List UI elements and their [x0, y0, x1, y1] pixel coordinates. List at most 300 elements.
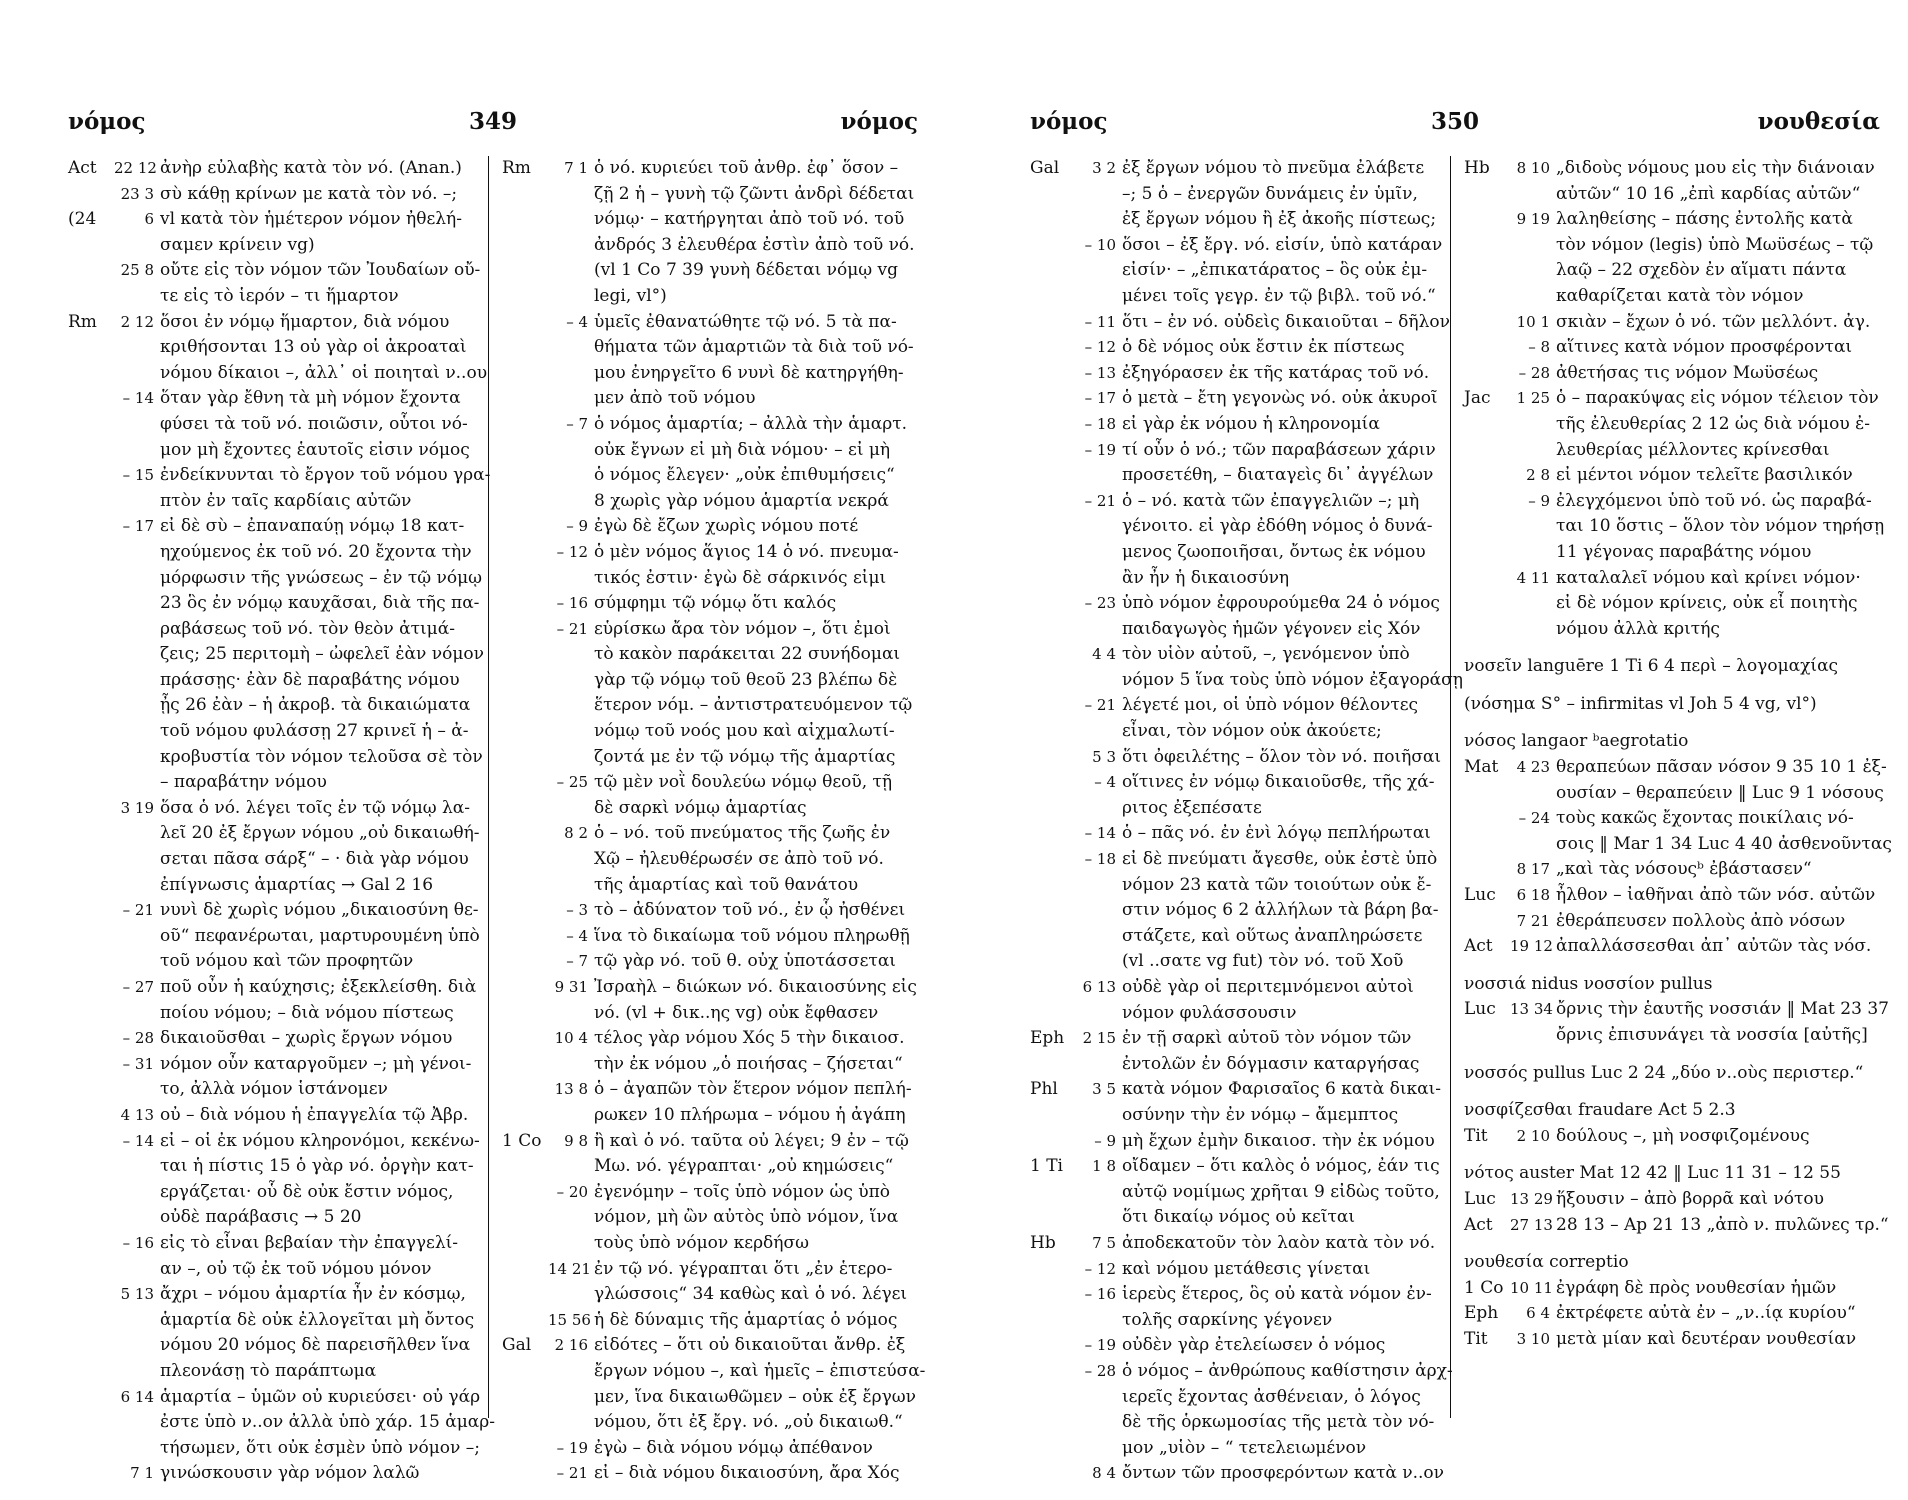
text-line	[68, 796, 483, 822]
text-line	[502, 182, 917, 208]
text-line	[502, 668, 917, 694]
text-line	[1464, 934, 1879, 960]
book-abbrev: Rm	[502, 158, 531, 178]
text-line	[502, 745, 917, 771]
text-line	[1030, 233, 1445, 259]
citation-text: ὁ – πᾶς νό. ἐν ἑνὶ λόγῳ πεπλήρωται	[1122, 823, 1431, 844]
citation-text: δικαιοῦσθαι – χωρὶς ἔργων νόμου	[160, 1028, 453, 1049]
citation-text: φύσει τὰ τοῦ νό. ποιῶσιν, οὗτοι νό-	[160, 413, 468, 434]
text-line	[1030, 1385, 1445, 1411]
citation-text: προσετέθη, – διαταγεὶς δι᾽ ἀγγέλων	[1122, 465, 1434, 486]
text-line	[1464, 463, 1879, 489]
citation-text: ἥξουσιν – ἀπὸ βορρᾶ καὶ νότου	[1556, 1188, 1824, 1209]
citation-text: τῆς ἐλευθερίας 2 12 ὡς διὰ νόμου ἐ-	[1556, 413, 1870, 434]
citation-text: εἰς τὸ εἶναι βεβαίαν τὴν ἐπαγγελί-	[160, 1232, 459, 1253]
citation-text: τικός ἐστιν· ἐγὼ δὲ σάρκινός εἰμι	[594, 567, 887, 588]
text-line	[68, 1282, 483, 1308]
text-line	[502, 719, 917, 745]
citation-text: πλεονάσῃ τὸ παράπτωμα	[160, 1360, 377, 1381]
citation-text: ὁ μὲν νόμος ἅγιος 14 ὁ νό. πνευμα-	[594, 541, 899, 562]
text-line	[1464, 781, 1884, 807]
verse-ref: – 21	[556, 619, 588, 638]
book-abbrev: Hb	[1030, 1232, 1056, 1253]
column-1	[68, 156, 496, 1484]
text-line	[1030, 386, 1445, 412]
citation-text: τοῦ νόμου φυλάσσῃ 27 κρινεῖ ἡ – ἀ-	[160, 721, 469, 742]
lemma-line	[1464, 1098, 1879, 1124]
citation-text: ὅτι – ἐν νό. οὐδεὶς δικαιοῦται – δῆλον	[1122, 311, 1450, 332]
citation-text: νόμου δίκαιοι –, ἀλλ᾽ οἱ ποιηταὶ ν..ου	[160, 362, 488, 383]
text-line	[502, 1308, 917, 1334]
entry-gap	[1464, 642, 1879, 654]
verse-ref: 14 21	[548, 1259, 591, 1278]
text-line	[68, 1026, 483, 1052]
text-line	[502, 1231, 917, 1257]
citation-text: λαληθείσης – πάσης ἐντολῆς κατὰ	[1556, 209, 1853, 230]
verse-ref: – 9	[1528, 491, 1550, 510]
citation-text: δούλους –, μὴ νοσφιζομένους	[1556, 1125, 1810, 1146]
citation-text: ὁ – νό. κατὰ τῶν ἐπαγγελιῶν –; μὴ	[1122, 490, 1420, 511]
entry-gap	[1464, 717, 1879, 729]
citation-text: τέλος γὰρ νόμου Χός 5 τὴν δικαιοσ.	[594, 1028, 905, 1049]
right-page	[1030, 108, 1892, 1484]
text-line	[502, 566, 917, 592]
citation-text: μου ἐνηργεῖτο 6 νυνὶ δὲ κατηργήθη-	[594, 362, 904, 383]
citation-text: ἐν τῇ σαρκὶ αὐτοῦ τὸν νόμον τῶν	[1122, 1028, 1412, 1049]
text-line	[502, 847, 917, 873]
verse-ref: 6	[144, 210, 154, 229]
text-line	[1030, 1257, 1445, 1283]
text-line	[502, 1077, 917, 1103]
text-line	[502, 1205, 917, 1231]
citation-text: οὐδὲ γὰρ οἱ περιτεμνόμενοι αὐτοὶ	[1122, 977, 1414, 997]
citation-text: γένοιτο. εἰ γὰρ ἐδόθη νόμος ὁ δυνά-	[1122, 516, 1433, 537]
lemma-line	[1464, 1061, 1879, 1087]
text-line	[1464, 361, 1879, 387]
citation-text: ποίου νόμου; – διὰ νόμου πίστεως	[160, 1002, 454, 1023]
verse-ref: 3 10	[1516, 1329, 1550, 1348]
text-line	[502, 642, 917, 668]
citation-text: τὸ – ἀδύνατον τοῦ νό., ἐν ᾧ ἠσθένει	[594, 900, 906, 921]
book-abbrev: Hb	[1464, 158, 1490, 178]
citation-text: ὁ – νό. τοῦ πνεύματος τῆς ζωῆς ἐν	[594, 823, 891, 844]
text-line	[1030, 207, 1445, 233]
verse-ref: 7 5	[1092, 1233, 1116, 1252]
text-line	[502, 1359, 926, 1385]
verse-ref: – 14	[122, 389, 154, 408]
citation-text: τῆς ἁμαρτίας καὶ τοῦ θανάτου	[594, 874, 859, 895]
text-line	[1030, 182, 1445, 208]
lemma-entry: νοσσός pullus Luc 2 24 „δύο ν..οὺς περιστερ.“	[1464, 1062, 1864, 1083]
text-line	[68, 1461, 483, 1487]
text-line	[502, 770, 917, 796]
citation-text: ὁ – ἀγαπῶν τὸν ἕτερον νόμον πεπλή-	[594, 1079, 912, 1100]
citation-text: ὁ νόμος – ἀνθρώπους καθίστησιν ἀρχ-	[1122, 1360, 1453, 1381]
text-line	[1030, 1052, 1445, 1078]
verse-ref: 6 18	[1516, 886, 1550, 905]
text-line	[1464, 182, 1879, 208]
text-line	[1030, 796, 1445, 822]
verse-ref: 5 3	[1092, 747, 1116, 766]
verse-ref: 25 8	[120, 261, 154, 280]
verse-ref: – 17	[122, 517, 154, 536]
citation-text: ὅσοι – ἐξ ἔργ. νό. εἰσίν, ὑπὸ κατάραν	[1122, 234, 1443, 255]
entry-gap	[1464, 680, 1879, 692]
citation-text: κριθήσονται 13 οὐ γὰρ οἱ ἀκροαταὶ	[160, 337, 467, 358]
text-line	[1030, 1333, 1445, 1359]
text-line	[68, 1436, 483, 1462]
text-line	[502, 438, 917, 464]
citation-text: σὺ κάθῃ κρίνων με κατὰ τὸν νό. –;	[160, 183, 458, 204]
citation-text: ἐγράφη δὲ πρὸς νουθεσίαν ἡμῶν	[1556, 1277, 1837, 1298]
citation-text: τῷ μὲν νοῒ δουλεύω νόμῳ θεοῦ, τῇ	[594, 772, 893, 793]
verse-ref: – 12	[556, 542, 588, 561]
text-line	[68, 924, 483, 950]
column-2	[1464, 156, 1892, 1426]
text-line	[502, 258, 917, 284]
citation-text: ἔργων νόμου –, καὶ ἡμεῖς – ἐπιστεύσα-	[594, 1360, 926, 1381]
text-line	[68, 873, 483, 899]
text-line	[502, 796, 917, 822]
verse-ref: – 11	[1084, 312, 1116, 331]
text-line	[68, 591, 483, 617]
citation-text: ἀθετήσας τις νόμον Μωϋσέως	[1556, 362, 1819, 383]
text-line	[1030, 412, 1445, 438]
citation-text: τοὺς ὑπὸ νόμον κερδήσω	[594, 1232, 809, 1253]
citation-text: ποῦ οὖν ἡ καύχησις; ἐξεκλείσθη. διὰ	[160, 977, 477, 997]
text-line	[68, 1205, 483, 1231]
verse-ref: – 14	[1084, 824, 1116, 843]
verse-ref: 8 17	[1516, 860, 1550, 879]
text-line	[502, 1026, 917, 1052]
verse-ref: 10 11	[1510, 1278, 1553, 1297]
entry-gap	[1464, 960, 1879, 972]
citation-text: ἐγὼ – διὰ νόμου νόμῳ ἀπέθανον	[594, 1437, 873, 1458]
citation-text: νυνὶ δὲ χωρὶς νόμου „δικαιοσύνη θε-	[160, 900, 479, 921]
text-line	[502, 821, 917, 847]
citation-text: κατὰ νόμον Φαρισαῖος 6 κατὰ δικαι-	[1122, 1079, 1441, 1100]
book-abbrev: 1 Co	[502, 1130, 542, 1151]
book-abbrev: Phl	[1030, 1079, 1058, 1100]
text-line	[68, 233, 483, 259]
citation-text: κροβυστία τὸν νόμον τελοῦσα σὲ τὸν	[160, 746, 483, 767]
text-line	[68, 1333, 483, 1359]
citation-text: (vl 1 Co 7 39 γυνὴ δέδεται νόμῳ vg	[594, 260, 899, 281]
text-line	[68, 438, 483, 464]
text-line	[1030, 1077, 1445, 1103]
citation-text: θήματα τῶν ἁμαρτιῶν τὰ διὰ τοῦ νό-	[594, 337, 914, 358]
text-line	[1030, 719, 1445, 745]
citation-text: πτὸν ἐν ταῖς καρδίαις αὐτῶν	[160, 490, 412, 511]
verse-ref: 7 21	[1516, 911, 1550, 930]
citation-text: οὐδὲ παράβασις → 5 20	[160, 1207, 362, 1228]
text-line	[1030, 1129, 1445, 1155]
verse-ref: – 9	[1094, 1131, 1116, 1150]
text-line	[1464, 617, 1879, 643]
text-line	[502, 361, 917, 387]
citation-text: ται 10 ὅστις – ὅλον τὸν νόμον τηρήσῃ	[1556, 516, 1885, 537]
text-line	[502, 1385, 917, 1411]
text-line	[1464, 883, 1879, 909]
citation-text: εἰ – οἱ ἐκ νόμου κληρονόμοι, κεκένω-	[160, 1130, 480, 1151]
text-line	[1464, 997, 1889, 1023]
verse-ref: – 12	[1084, 338, 1116, 357]
citation-text: τὴν ἐκ νόμου „ὁ ποιήσας – ζήσεται“	[594, 1053, 903, 1074]
citation-text: εἰ – διὰ νόμου δικαιοσύνη, ἄρα Χός	[594, 1463, 900, 1484]
text-line	[1464, 335, 1879, 361]
citation-text: εἰ δὲ πνεύματι ἄγεσθε, οὐκ ἐστὲ ὑπὸ	[1122, 849, 1438, 870]
text-line	[1464, 755, 1887, 781]
text-line	[1030, 873, 1445, 899]
citation-text: ζεις; 25 περιτομὴ – ὠφελεῖ ἐὰν νόμον	[160, 644, 484, 665]
verse-ref: – 18	[1084, 850, 1116, 869]
book-abbrev: Eph	[1464, 1303, 1499, 1324]
text-line	[68, 514, 483, 540]
text-line	[68, 668, 483, 694]
verse-ref: 2 10	[1516, 1126, 1550, 1145]
book-abbrev: Tit	[1464, 1125, 1488, 1146]
text-line	[502, 156, 917, 182]
text-line	[1464, 284, 1879, 310]
citation-text: ἐπίγνωσις ἁμαρτίας → Gal 2 16	[160, 874, 434, 895]
text-line	[502, 514, 917, 540]
lemma-line	[1464, 1161, 1879, 1187]
text-line	[68, 361, 488, 387]
text-line	[68, 1154, 483, 1180]
verse-ref: – 16	[556, 594, 588, 613]
text-line	[68, 540, 483, 566]
citation-text: Χῷ – ἠλευθέρωσέν σε ἀπὸ τοῦ νό.	[594, 849, 884, 870]
text-line	[68, 847, 483, 873]
citation-text: ριτος ἐξεπέσατε	[1122, 797, 1262, 818]
text-line	[1030, 1026, 1445, 1052]
text-line	[1464, 310, 1879, 336]
citation-text: δὲ σαρκὶ νόμῳ ἁμαρτίας	[594, 797, 807, 818]
verse-ref: 15 56	[548, 1310, 591, 1329]
citation-text: ἀνὴρ εὐλαβὴς κατὰ τὸν νό. (Anan.)	[160, 158, 462, 178]
text-line	[68, 1001, 483, 1027]
text-line	[1030, 847, 1445, 873]
text-line	[68, 975, 483, 1001]
citation-text: εἰ γὰρ ἐκ νόμου ἡ κληρονομία	[1122, 413, 1380, 434]
citation-text: μὴ ἔχων ἐμὴν δικαιοσ. τὴν ἐκ νόμου	[1122, 1130, 1435, 1151]
citation-text: λευθερίας μέλλοντες κρίνεσθαι	[1556, 439, 1830, 460]
verse-ref: – 21	[556, 1464, 588, 1483]
text-line	[502, 386, 917, 412]
text-line	[68, 1052, 483, 1078]
citation-text: ὅσα ὁ νό. λέγει τοῖς ἐν τῷ νόμῳ λα-	[160, 797, 471, 818]
verse-ref: 4 11	[1516, 568, 1550, 587]
citation-text: εἰ δὲ νόμον κρίνεις, οὐκ εἶ ποιητὴς	[1556, 593, 1858, 614]
text-line	[1030, 438, 1445, 464]
citation-text: μεν, ἵνα δικαιωθῶμεν – οὐκ ἐξ ἔργων	[594, 1386, 916, 1407]
citation-text: ἐκτρέφετε αὐτὰ ἐν – „ν..ίᾳ κυρίου“	[1556, 1303, 1856, 1324]
text-line	[1030, 489, 1445, 515]
text-line	[1464, 386, 1879, 412]
two-column-body	[1030, 156, 1892, 1484]
text-line	[502, 1154, 917, 1180]
citation-text: ᾖς 26 ἐὰν – ἡ ἀκροβ. τὰ δικαιώματα	[160, 695, 471, 716]
text-line	[1464, 258, 1879, 284]
text-line	[68, 1231, 483, 1257]
citation-text: αἵτινες κατὰ νόμον προσφέρονται	[1556, 337, 1853, 358]
text-line	[68, 617, 483, 643]
verse-ref: – 4	[1094, 773, 1116, 792]
text-line	[1030, 258, 1445, 284]
text-line	[68, 821, 483, 847]
citation-text: ἐξηγόρασεν ἐκ τῆς κατάρας τοῦ νό.	[1122, 362, 1430, 383]
column-1	[1030, 156, 1463, 1484]
citation-text: τὸ κακὸν παράκειται 22 συνήδομαι	[594, 644, 901, 665]
verse-ref: 13 34	[1510, 1000, 1553, 1019]
text-line	[1030, 1103, 1445, 1129]
text-line	[502, 1410, 917, 1436]
verse-ref: – 18	[1084, 414, 1116, 433]
text-line	[502, 463, 917, 489]
text-line	[68, 693, 483, 719]
citation-text: καταλαλεῖ νόμου καὶ κρίνει νόμον·	[1556, 567, 1861, 588]
verse-ref: – 23	[1084, 594, 1116, 613]
citation-text: ἐνδείκνυνται τὸ ἔργον τοῦ νόμου γρα-	[160, 465, 491, 486]
text-line	[502, 335, 917, 361]
citation-text: μον „υἱὸν – “ τετελειωμένον	[1122, 1437, 1367, 1458]
citation-text: ἐν τῷ νό. γέγραπται ὅτι „ἐν ἑτερο-	[594, 1258, 893, 1279]
verse-ref: – 21	[1084, 696, 1116, 715]
text-line	[1464, 514, 1885, 540]
verse-ref: 5 13	[120, 1285, 154, 1304]
citation-text: ἀνδρός 3 ἐλευθέρα ἐστὶν ἀπὸ τοῦ νό.	[594, 234, 915, 255]
verse-ref: 7 1	[130, 1464, 154, 1483]
text-line	[68, 258, 483, 284]
citation-text: γινώσκουσιν γὰρ νόμον λαλῶ	[160, 1463, 420, 1484]
citation-text: ἐλεγχόμενοι ὑπὸ τοῦ νό. ὡς παραβά-	[1556, 490, 1872, 511]
citation-text: ται ἡ πίστις 15 ὁ γὰρ νό. ὀργὴν κατ-	[160, 1156, 474, 1177]
citation-text: ὁ νό. κυριεύει τοῦ ἀνθρ. ἐφ᾽ ὅσον –	[594, 158, 899, 178]
citation-text: ἐθεράπευσεν πολλοὺς ἀπὸ νόσων	[1556, 910, 1846, 931]
citation-text: πράσσῃς· ἐὰν δὲ παραβάτης νόμου	[160, 669, 460, 690]
lemma-entry: νοσεῖν languēre 1 Ti 6 4 περὶ – λογομαχίας	[1464, 656, 1839, 677]
text-line	[68, 463, 491, 489]
lemma-entry: νότος auster Mat 12 42 ‖ Luc 11 31 – 12 55	[1464, 1163, 1841, 1184]
verse-ref: 2 12	[120, 312, 154, 331]
citation-text: ηχούμενος ἐκ τοῦ νό. 20 ἔχοντα τὴν	[160, 541, 472, 562]
citation-text: ἦλθον – ἰαθῆναι ἀπὸ τῶν νόσ. αὐτῶν	[1556, 885, 1876, 906]
citation-text: νόμον φυλάσσουσιν	[1122, 1002, 1297, 1023]
book-abbrev: Eph	[1030, 1028, 1065, 1049]
text-line	[502, 591, 917, 617]
text-line	[68, 1359, 483, 1385]
text-line	[1464, 806, 1879, 832]
citation-text: μένει τοῖς γεγρ. ἐν τῷ βιβλ. τοῦ νό.“	[1122, 285, 1436, 306]
text-line	[502, 207, 917, 233]
text-line	[1464, 832, 1892, 858]
citation-text: τολῆς σαρκίνης γέγονεν	[1122, 1309, 1333, 1330]
verse-ref: 2 8	[1526, 466, 1550, 485]
citation-text: ρωκεν 10 πλήρωμα – νόμου ἡ ἀγάπη	[594, 1104, 906, 1125]
citation-text: „καὶ τὰς νόσουςᵇ ἐβάστασεν“	[1556, 859, 1812, 880]
verse-ref: 13 8	[554, 1080, 588, 1099]
book-abbrev: Luc	[1464, 1188, 1496, 1209]
verse-ref: – 20	[556, 1182, 588, 1201]
citation-text: νόμῳ τοῦ νοός μου καὶ αἰχμαλωτί-	[594, 721, 895, 742]
text-line	[68, 770, 483, 796]
text-line	[1030, 463, 1445, 489]
text-line	[68, 1077, 483, 1103]
citation-text: στάζετε, καὶ οὕτως ἀναπληρώσετε	[1122, 925, 1423, 946]
text-line	[1464, 489, 1879, 515]
header-left-word: νόμος	[1030, 108, 1108, 135]
verse-ref: 19 12	[1510, 937, 1553, 956]
page-number: 350	[1430, 108, 1479, 135]
citation-text: σύμφημι τῷ νόμῳ ὅτι καλός	[594, 593, 837, 614]
text-line	[1464, 1124, 1879, 1150]
citation-text: οσύνην τὴν ἐν νόμῳ – ἄμεμπτος	[1122, 1104, 1399, 1125]
lemma-entry: (νόσημα S° – infirmitas vl Joh 5 4 vg, vl°)	[1464, 693, 1817, 714]
header-right-word: νουθεσία	[1757, 108, 1880, 135]
citation-text: μον μὴ ἔχοντες ἑαυτοῖς εἰσιν νόμος	[160, 439, 470, 460]
citation-text: ὅταν γὰρ ἔθνη τὰ μὴ νόμον ἔχοντα	[160, 388, 461, 409]
verse-ref: – 28	[122, 1029, 154, 1048]
citation-text: ζῇ 2 ἡ – γυνὴ τῷ ζῶντι ἀνδρὶ δέδεται	[594, 183, 915, 204]
verse-ref: 23 3	[120, 184, 154, 203]
citation-text: γὰρ τῷ νόμῳ τοῦ θεοῦ 23 βλέπω δὲ	[594, 669, 898, 690]
lemma-line	[1464, 729, 1879, 755]
text-line	[68, 898, 483, 924]
book-abbrev: Jac	[1464, 388, 1491, 409]
citation-text: αὐτῶν“ 10 16 „ἐπὶ καρδίας αὐτῶν“	[1556, 183, 1861, 204]
text-line	[68, 1385, 483, 1411]
entry-gap	[1464, 1086, 1879, 1098]
citation-text: ὁ νόμος ἔλεγεν· „οὐκ ἐπιθυμήσεις“	[594, 465, 895, 486]
text-line	[1464, 1301, 1879, 1327]
citation-text: νό. (vl + δικ..ης vg) οὐκ ἔφθασεν	[594, 1002, 879, 1023]
text-line	[1030, 1461, 1445, 1487]
book-abbrev: Act	[1464, 1214, 1493, 1235]
citation-text: σαμεν κρίνειν vg)	[160, 234, 315, 255]
text-line	[68, 642, 483, 668]
book-abbrev: Act	[68, 158, 97, 178]
text-line	[68, 335, 483, 361]
citation-text: λέγετέ μοι, οἱ ὑπὸ νόμον θέλοντες	[1122, 695, 1419, 716]
text-line	[1464, 438, 1879, 464]
text-line	[1030, 1154, 1445, 1180]
text-line	[1030, 1436, 1445, 1462]
verse-ref: 3 19	[120, 798, 154, 817]
text-line	[68, 949, 483, 975]
citation-text: ἄχρι – νόμου ἁμαρτία ἦν ἐν κόσμῳ,	[160, 1284, 466, 1305]
text-line	[68, 156, 483, 182]
verse-ref: 13 29	[1510, 1189, 1553, 1208]
verse-ref: 9 19	[1516, 210, 1550, 229]
citation-text: τὸν νόμον (legis) ὑπὸ Μωϋσέως – τῷ	[1556, 234, 1874, 255]
running-header	[1030, 108, 1880, 148]
citation-text: ὅτι ὀφειλέτης – ὅλον τὸν νό. ποιῆσαι	[1122, 746, 1442, 767]
verse-ref: 10 1	[1516, 312, 1550, 331]
verse-ref: 6 14	[120, 1387, 154, 1406]
text-line	[502, 412, 917, 438]
verse-ref: – 31	[122, 1054, 154, 1073]
text-line	[502, 1052, 917, 1078]
text-line	[1030, 949, 1445, 975]
citation-text: ἁμαρτία δὲ οὐκ ἐλλογεῖται μὴ ὄντος	[160, 1309, 475, 1330]
text-line	[502, 233, 917, 259]
citation-text: θεραπεύων πᾶσαν νόσον 9 35 10 1 ἐξ-	[1556, 757, 1887, 778]
citation-text: νόμου, ὅτι ἐξ ἔργ. νό. „οὐ δικαιωθ.“	[594, 1412, 903, 1433]
citation-text: εἰ δὲ σὺ – ἐπαναπαύῃ νόμῳ 18 κατ-	[160, 516, 465, 537]
text-line	[1030, 1205, 1445, 1231]
text-line	[1030, 1282, 1445, 1308]
citation-text: παιδαγωγὸς ἡμῶν γέγονεν εἰς Χόν	[1122, 618, 1421, 639]
